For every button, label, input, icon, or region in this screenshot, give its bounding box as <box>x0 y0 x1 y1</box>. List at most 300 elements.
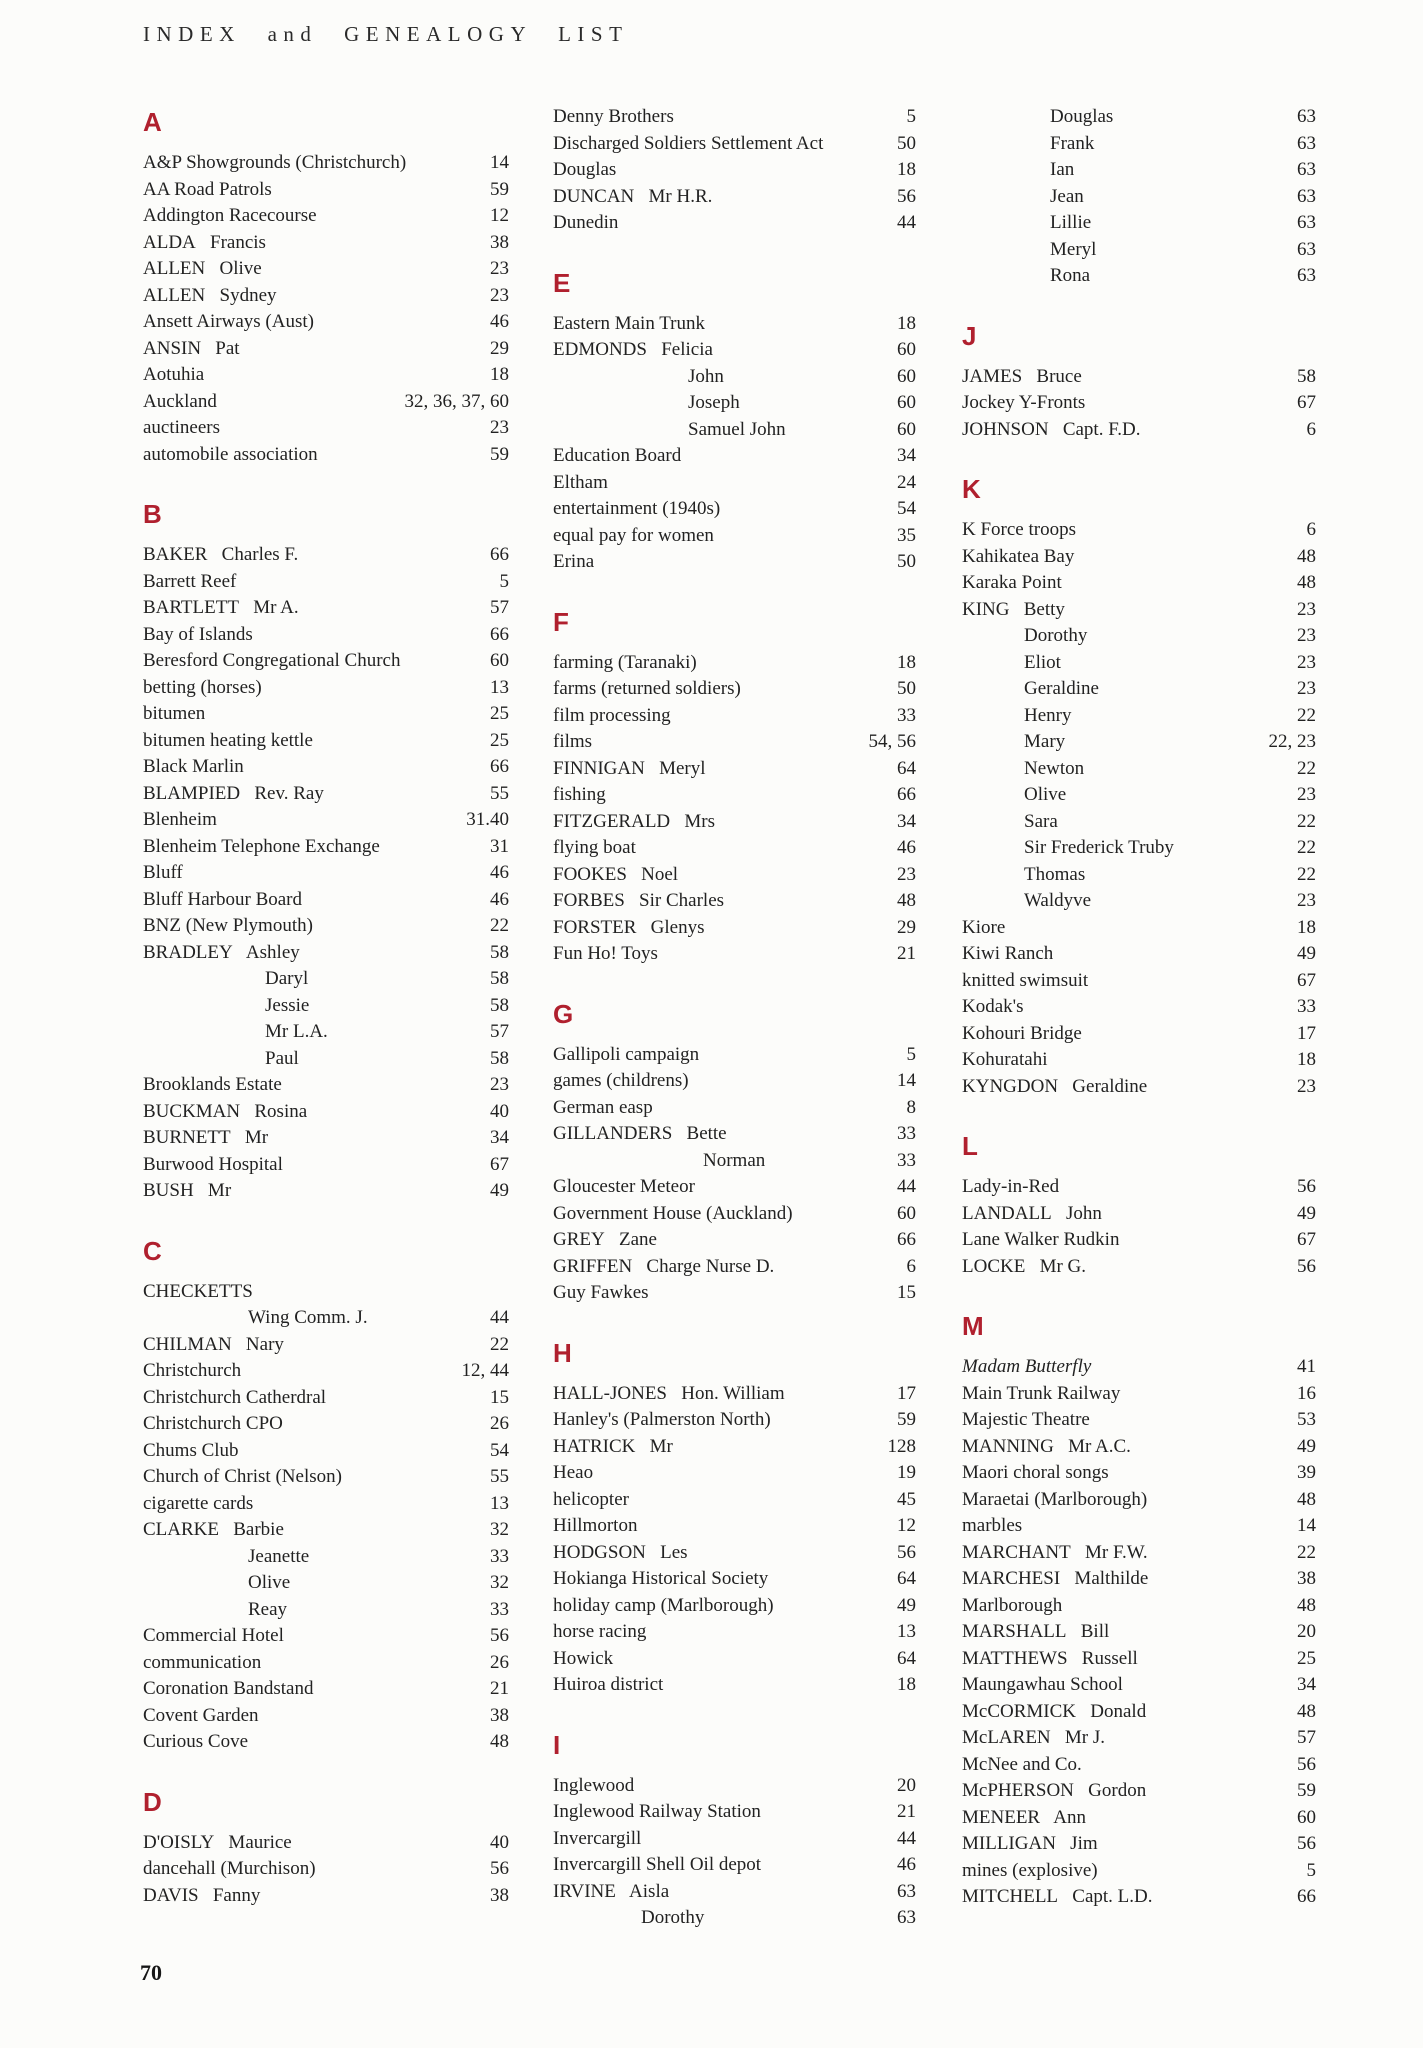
entry-page-number: 19 <box>897 1462 916 1483</box>
index-entry <box>553 835 916 862</box>
entry-page-number: 64 <box>897 757 916 779</box>
index-entry <box>962 1752 1316 1779</box>
entry-page-number: 58 <box>490 941 509 963</box>
entry-term: ALLEN Sydney <box>143 284 277 306</box>
index-entry <box>553 417 916 444</box>
entry-page-number: 66 <box>490 623 509 645</box>
entry-page-number: 49 <box>490 1180 509 1201</box>
entry-term: Majestic Theatre <box>962 1409 1090 1430</box>
entry-page-number: 58 <box>1297 365 1316 387</box>
entry-term: Maraetai (Marlborough) <box>962 1488 1148 1510</box>
entry-term: Fun Ho! Toys <box>553 943 658 964</box>
index-entry <box>962 968 1316 995</box>
entry-term: Dorothy <box>641 1907 705 1928</box>
entry-term: Karaka Point <box>962 572 1062 593</box>
index-entry <box>143 622 509 649</box>
entry-term: Guy Fawkes <box>553 1282 649 1303</box>
entry-page-number: 60 <box>897 418 916 440</box>
index-entry <box>143 256 509 283</box>
index-entry <box>553 1672 916 1699</box>
entry-page-number: 63 <box>1297 106 1316 127</box>
entry-page-number: 40 <box>490 1100 509 1122</box>
index-entry <box>962 809 1316 836</box>
index-entry <box>143 230 509 257</box>
entry-page-number: 22 <box>490 915 509 936</box>
entry-page-number: 66 <box>897 784 916 805</box>
index-entry <box>553 496 916 523</box>
entry-term: Discharged Soldiers Settlement Act <box>553 132 824 154</box>
index-entry <box>143 283 509 310</box>
section-entry-list <box>553 311 916 576</box>
entry-term: Mr L.A. <box>265 1021 328 1042</box>
entry-page-number: 44 <box>897 212 916 233</box>
index-entry <box>143 1544 509 1571</box>
entry-term: FOOKES Noel <box>553 863 679 885</box>
index-entry <box>143 1597 509 1624</box>
entry-page-number: 46 <box>897 837 916 858</box>
entry-page-number: 12, 44 <box>461 1360 509 1381</box>
entry-page-number: 48 <box>1297 572 1316 593</box>
index-entry <box>553 1852 916 1879</box>
section-heading-i: I <box>553 1729 561 1760</box>
entry-page-number: 22 <box>1297 810 1316 832</box>
entry-term: Kohouri Bridge <box>962 1022 1082 1044</box>
entry-page-number: 60 <box>897 365 916 387</box>
entry-term: DUNCAN Mr H.R. <box>553 185 713 207</box>
entry-term: Rona <box>1050 265 1091 286</box>
index-entry <box>962 210 1316 237</box>
entry-page-number: 50 <box>897 551 916 572</box>
entry-term: communication <box>143 1651 262 1673</box>
entry-page-number: 63 <box>1297 212 1316 233</box>
index-entry <box>553 1826 916 1853</box>
entry-page-number: 32 <box>490 1572 509 1593</box>
section-entry-list <box>553 1381 916 1699</box>
entry-page-number: 49 <box>1297 1435 1316 1457</box>
entry-page-number: 48 <box>1297 545 1316 567</box>
index-entry <box>143 1152 509 1179</box>
entry-term: auctineers <box>143 417 221 438</box>
index-entry <box>553 523 916 550</box>
entry-term: betting (horses) <box>143 676 262 698</box>
entry-page-number: 63 <box>897 1880 916 1902</box>
index-entry <box>962 623 1316 650</box>
entry-page-number: 18 <box>490 364 509 385</box>
entry-term: Denny Brothers <box>553 106 674 127</box>
entry-term: Main Trunk Railway <box>962 1382 1121 1404</box>
index-entry <box>962 517 1316 544</box>
entry-page-number: 46 <box>490 311 509 332</box>
entry-page-number: 128 <box>887 1435 916 1457</box>
index-entry <box>143 1125 509 1152</box>
entry-term: Brooklands Estate <box>143 1074 282 1095</box>
index-entry <box>962 364 1316 391</box>
entry-term: Christchurch CPO <box>143 1413 283 1434</box>
index-entry <box>143 1178 509 1205</box>
entry-page-number: 67 <box>1297 392 1316 413</box>
entry-term: Kohuratahi <box>962 1049 1048 1070</box>
entry-term: Inglewood <box>553 1774 635 1796</box>
index-entry <box>553 1381 916 1408</box>
entry-term: Gloucester Meteor <box>553 1176 695 1197</box>
entry-term: Kiwi Ranch <box>962 943 1054 964</box>
entry-term: Curious Cove <box>143 1731 249 1752</box>
entry-term: IRVINE Aisla <box>553 1880 670 1902</box>
section-heading-g: G <box>553 998 574 1029</box>
entry-term: MITCHELL Capt. L.D. <box>962 1886 1153 1907</box>
index-entry <box>553 1646 916 1673</box>
entry-term: Lane Walker Rudkin <box>962 1229 1120 1250</box>
index-entry <box>962 237 1316 264</box>
entry-term: EDMONDS Felicia <box>553 339 713 360</box>
entry-term: CHECKETTS <box>143 1280 253 1302</box>
index-entry <box>962 915 1316 942</box>
entry-term: Daryl <box>265 968 309 989</box>
section-entry-list <box>553 104 916 237</box>
index-entry <box>553 157 916 184</box>
entry-page-number: 22 <box>1297 704 1316 726</box>
entry-page-number: 15 <box>897 1282 916 1303</box>
entry-term: Dorothy <box>1024 625 1088 646</box>
entry-page-number: 49 <box>1297 1202 1316 1224</box>
section-heading-b: B <box>143 499 162 529</box>
entry-term: Newton <box>1024 757 1085 779</box>
entry-page-number: 44 <box>897 1176 916 1197</box>
index-entry <box>143 1650 509 1677</box>
entry-page-number: 56 <box>1297 1833 1316 1854</box>
index-entry <box>143 1623 509 1650</box>
section-entry-list <box>143 150 509 468</box>
entry-page-number: 5 <box>1306 1859 1316 1881</box>
entry-page-number: 49 <box>897 1594 916 1616</box>
entry-page-number: 56 <box>1297 1176 1316 1197</box>
entry-page-number: 26 <box>490 1413 509 1434</box>
entry-term: Lady-in-Red <box>962 1176 1060 1197</box>
entry-page-number: 67 <box>1297 1229 1316 1250</box>
entry-term: MILLIGAN Jim <box>962 1833 1098 1854</box>
index-entry <box>143 754 509 781</box>
entry-term: KING Betty <box>962 598 1065 620</box>
entry-page-number: 48 <box>1297 1594 1316 1616</box>
entry-term: K Force troops <box>962 519 1076 540</box>
index-entry <box>143 913 509 940</box>
entry-page-number: 31 <box>490 835 509 857</box>
entry-page-number: 14 <box>490 152 509 173</box>
index-entry <box>553 756 916 783</box>
index-entry <box>553 131 916 158</box>
entry-term: film processing <box>553 704 671 726</box>
entry-term: Education Board <box>553 445 682 466</box>
index-entry <box>143 966 509 993</box>
entry-term: Eltham <box>553 471 608 493</box>
entry-page-number: 17 <box>897 1382 916 1404</box>
entry-page-number: 5 <box>906 1043 916 1065</box>
entry-page-number: 57 <box>1297 1727 1316 1748</box>
entry-page-number: 5 <box>499 570 509 592</box>
index-entry <box>553 210 916 237</box>
index-entry <box>962 157 1316 184</box>
entry-page-number: 23 <box>490 284 509 306</box>
entry-term: films <box>553 731 593 752</box>
index-entry <box>553 862 916 889</box>
index-entry <box>143 1279 509 1306</box>
entry-page-number: 63 <box>1297 265 1316 286</box>
entry-term: Olive <box>248 1572 291 1593</box>
index-entry <box>143 1491 509 1518</box>
entry-page-number: 25 <box>1297 1647 1316 1669</box>
index-entry <box>962 1021 1316 1048</box>
entry-page-number: 64 <box>897 1647 916 1669</box>
entry-page-number: 31.40 <box>466 809 509 830</box>
index-entry <box>962 544 1316 571</box>
index-entry <box>143 542 509 569</box>
index-entry <box>553 703 916 730</box>
index-entry <box>143 1883 509 1910</box>
entry-page-number: 24 <box>897 471 916 493</box>
entry-term: Eastern Main Trunk <box>553 312 705 334</box>
entry-term: Mary <box>1024 731 1066 752</box>
index-entry <box>143 675 509 702</box>
index-entry <box>143 415 509 442</box>
index-entry <box>553 888 916 915</box>
section-heading-k: K <box>962 474 981 504</box>
index-entry <box>143 442 509 469</box>
index-entry <box>962 888 1316 915</box>
index-entry <box>962 1725 1316 1752</box>
index-entry <box>962 1831 1316 1858</box>
section-heading-a: A <box>143 107 162 137</box>
entry-term: Hillmorton <box>553 1515 638 1536</box>
index-entry <box>143 1072 509 1099</box>
entry-term: Wing Comm. J. <box>248 1307 368 1328</box>
entry-term: John <box>688 365 724 387</box>
index-entry <box>143 336 509 363</box>
index-entry <box>553 1566 916 1593</box>
entry-term: Bluff <box>143 862 183 883</box>
index-entry <box>962 1672 1316 1699</box>
entry-page-number: 54, 56 <box>868 731 916 752</box>
entry-term: MATTHEWS Russell <box>962 1647 1138 1669</box>
index-entry <box>143 940 509 967</box>
entry-page-number: 56 <box>897 1541 916 1563</box>
index-entry <box>143 309 509 336</box>
entry-page-number: 64 <box>897 1568 916 1589</box>
index-entry <box>553 1799 916 1826</box>
entry-term: McPHERSON Gordon <box>962 1780 1147 1801</box>
entry-term: Joseph <box>688 392 740 413</box>
entry-page-number: 18 <box>897 159 916 180</box>
entry-page-number: 13 <box>897 1621 916 1642</box>
entry-term: helicopter <box>553 1488 629 1510</box>
entry-term: automobile association <box>143 443 318 465</box>
entry-term: Blenheim Telephone Exchange <box>143 835 380 857</box>
index-entry <box>962 756 1316 783</box>
entry-page-number: 46 <box>897 1854 916 1875</box>
index-entry <box>962 1593 1316 1620</box>
index-entry <box>143 701 509 728</box>
index-entry <box>143 1703 509 1730</box>
entry-page-number: 18 <box>897 1674 916 1695</box>
index-entry <box>143 728 509 755</box>
entry-term: bitumen heating kettle <box>143 729 313 751</box>
index-entry <box>962 835 1316 862</box>
index-entry <box>962 941 1316 968</box>
entry-page-number: 14 <box>897 1070 916 1091</box>
entry-term: entertainment (1940s) <box>553 498 721 519</box>
entry-term: Howick <box>553 1647 614 1669</box>
index-entry <box>553 1905 916 1932</box>
index-column-3 <box>962 104 1316 1911</box>
entry-page-number: 21 <box>897 943 916 964</box>
section-heading-f: F <box>553 606 569 637</box>
index-entry <box>962 782 1316 809</box>
index-entry <box>962 104 1316 131</box>
entry-term: Sir Frederick Truby <box>1024 837 1174 858</box>
index-entry <box>553 1254 916 1281</box>
entry-page-number: 66 <box>897 1229 916 1250</box>
index-entry <box>553 337 916 364</box>
entry-page-number: 16 <box>1297 1382 1316 1404</box>
section-entry-list <box>553 1773 916 1932</box>
entry-term: Hanley's (Palmerston North) <box>553 1409 771 1430</box>
entry-term: MANNING Mr A.C. <box>962 1435 1131 1457</box>
index-entry <box>553 729 916 756</box>
index-entry <box>143 648 509 675</box>
index-entry <box>143 1676 509 1703</box>
index-entry <box>143 1438 509 1465</box>
entry-term: cigarette cards <box>143 1492 254 1514</box>
entry-term: Christchurch Catherdral <box>143 1386 327 1408</box>
entry-page-number: 23 <box>1297 784 1316 805</box>
index-entry <box>962 729 1316 756</box>
entry-page-number: 56 <box>1297 1753 1316 1775</box>
entry-page-number: 35 <box>897 524 916 546</box>
index-entry <box>143 150 509 177</box>
entry-page-number: 59 <box>1297 1780 1316 1801</box>
entry-term: Huiroa district <box>553 1674 664 1695</box>
entry-term: Jockey Y-Fronts <box>962 392 1086 413</box>
entry-page-number: 25 <box>490 703 509 724</box>
index-entry <box>962 862 1316 889</box>
entry-term: Waldyve <box>1024 890 1092 911</box>
entry-term: Blenheim <box>143 809 217 830</box>
entry-term: Maori choral songs <box>962 1462 1109 1483</box>
index-entry <box>143 1099 509 1126</box>
index-entry <box>962 703 1316 730</box>
index-column-1 <box>143 104 509 1909</box>
entry-term: Bay of Islands <box>143 623 253 645</box>
index-entry <box>962 1460 1316 1487</box>
entry-term: marbles <box>962 1515 1023 1536</box>
entry-term: D'OISLY Maurice <box>143 1831 292 1853</box>
index-entry <box>143 1411 509 1438</box>
entry-term: flying boat <box>553 837 636 858</box>
index-entry <box>962 1407 1316 1434</box>
index-entry <box>143 1570 509 1597</box>
entry-term: BURNETT Mr <box>143 1127 269 1148</box>
index-entry <box>143 1332 509 1359</box>
section-entry-list <box>962 104 1316 290</box>
entry-term: Lillie <box>1050 212 1092 233</box>
index-entry <box>143 781 509 808</box>
entry-term: Coronation Bandstand <box>143 1678 314 1699</box>
section-heading-h: H <box>553 1337 572 1368</box>
index-entry <box>962 390 1316 417</box>
entry-term: LANDALL John <box>962 1202 1102 1224</box>
entry-term: HODGSON Les <box>553 1541 688 1563</box>
index-entry <box>962 1227 1316 1254</box>
index-entry <box>143 1046 509 1073</box>
index-entry <box>962 1254 1316 1281</box>
entry-term: JOHNSON Capt. F.D. <box>962 418 1141 440</box>
section-entry-list <box>962 364 1316 444</box>
entry-term: ALLEN Olive <box>143 258 262 279</box>
entry-page-number: 58 <box>490 968 509 989</box>
entry-term: FITZGERALD Mrs <box>553 810 716 832</box>
index-entry <box>553 104 916 131</box>
index-entry <box>553 1619 916 1646</box>
entry-page-number: 54 <box>897 498 916 519</box>
entry-term: Bluff Harbour Board <box>143 888 303 910</box>
index-entry <box>962 1487 1316 1514</box>
index-entry <box>962 1805 1316 1832</box>
index-entry <box>143 1305 509 1332</box>
entry-page-number: 18 <box>1297 1049 1316 1070</box>
entry-term: Ian <box>1050 159 1075 180</box>
entry-page-number: 15 <box>490 1386 509 1408</box>
index-entry <box>962 597 1316 624</box>
entry-page-number: 22 <box>1297 863 1316 885</box>
entry-term: Kiore <box>962 916 1006 938</box>
entry-page-number: 23 <box>490 1074 509 1095</box>
entry-page-number: 33 <box>897 1123 916 1144</box>
entry-page-number: 46 <box>490 862 509 883</box>
entry-page-number: 22, 23 <box>1268 731 1316 752</box>
entry-page-number: 23 <box>1297 651 1316 673</box>
index-entry <box>143 569 509 596</box>
section-heading-e: E <box>553 267 571 298</box>
entry-term: knitted swimsuit <box>962 969 1089 991</box>
entry-page-number: 50 <box>897 678 916 699</box>
index-entry <box>553 390 916 417</box>
index-entry <box>143 595 509 622</box>
entry-page-number: 32 <box>490 1519 509 1540</box>
index-entry <box>962 1884 1316 1911</box>
entry-term: holiday camp (Marlborough) <box>553 1594 774 1616</box>
section-entry-list <box>962 1174 1316 1280</box>
entry-page-number: 58 <box>490 994 509 1016</box>
entry-term: HALL-JONES Hon. William <box>553 1382 785 1404</box>
entry-page-number: 18 <box>1297 916 1316 938</box>
entry-term: Dunedin <box>553 212 619 233</box>
index-entry <box>143 1464 509 1491</box>
entry-page-number: 59 <box>490 178 509 200</box>
entry-term: German easp <box>553 1096 653 1118</box>
index-entry <box>143 1385 509 1412</box>
section-heading-d: D <box>143 1786 162 1817</box>
entry-term: dancehall (Murchison) <box>143 1858 316 1879</box>
entry-term: Douglas <box>1050 106 1114 127</box>
entry-page-number: 22 <box>490 1333 509 1355</box>
index-entry <box>962 650 1316 677</box>
entry-page-number: 21 <box>897 1801 916 1822</box>
entry-term: FINNIGAN Meryl <box>553 757 706 779</box>
entry-page-number: 13 <box>490 1492 509 1514</box>
entry-term: CHILMAN Nary <box>143 1333 284 1355</box>
entry-term: equal pay for women <box>553 524 714 546</box>
entry-term: Samuel John <box>688 418 786 440</box>
entry-page-number: 59 <box>490 443 509 465</box>
